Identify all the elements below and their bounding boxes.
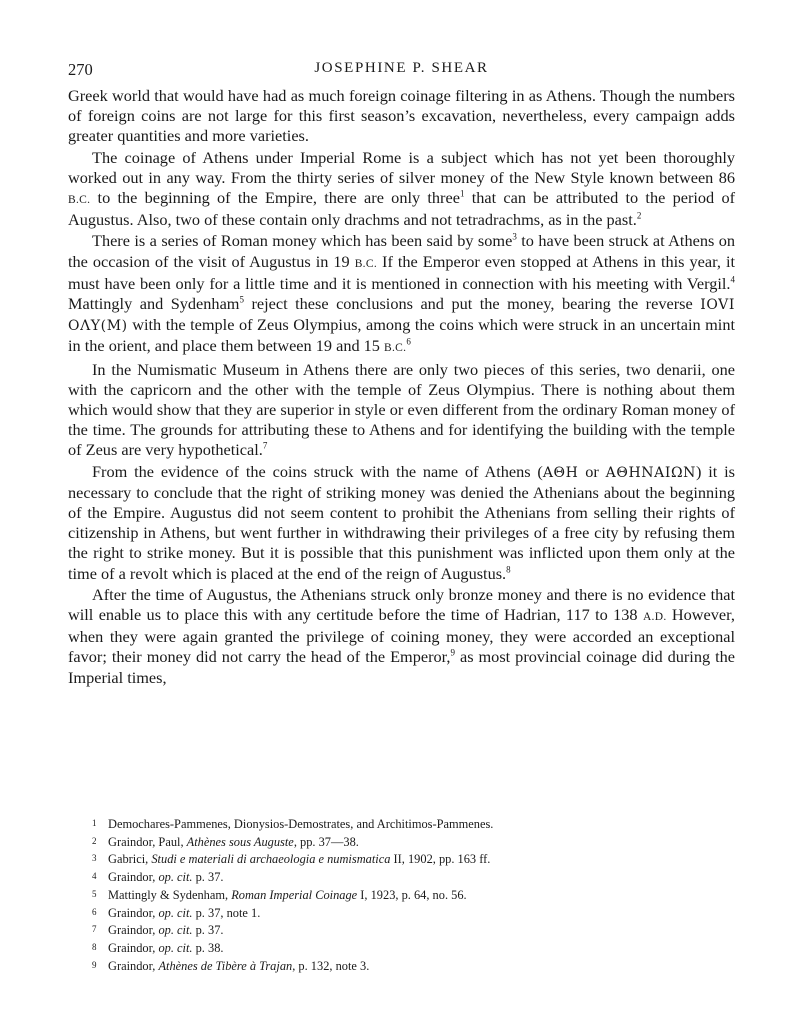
footnote (92, 957, 732, 975)
footnote-number: 4 (92, 871, 97, 882)
text-run: as most provincial coinage did during the Imperial times, (68, 647, 735, 687)
paragraph (68, 462, 735, 584)
text-run: After the time of Augustus, the Athenians struck only bronze money and there is no evidence that will enable us to place this with any certitude before the time of Hadrian, 117 to 138 (68, 584, 735, 625)
footnote-number: 8 (92, 941, 97, 952)
footnote (92, 833, 732, 851)
footnote-ref: 7 (262, 441, 268, 452)
text-run: Mattingly and Sydenham (68, 294, 240, 314)
text-run: Graindor, (108, 958, 159, 973)
greek-legend: IOVI OΛΥ(M) (68, 297, 735, 335)
greek-legend: ΑΘΗΝΑΙΩΝ (605, 464, 697, 481)
text-run: However, when they were again granted the privilege of coining money, they were accorded an exceptional favor; their money did not carry the head of the Emperor, (68, 605, 735, 667)
paragraph (68, 585, 735, 688)
text-run: p. 37. (192, 870, 224, 885)
italic-title: op. cit. (158, 923, 193, 938)
text-run: Gabrici, (108, 852, 152, 867)
footnotes (92, 815, 732, 974)
text-run: Greek world that would have had as much foreign coinage filtering in as Athens. Though the numbers of foreign coins are not large for this first season’s excavation, nevertheless, every campaign adds greater quantities and more varieties. (68, 86, 735, 146)
footnote-ref: 8 (506, 564, 511, 575)
text-run: The coinage of Athens under Imperial Rome is a subject which has not yet been thoroughly worked out in any way. From the thirty series of silver money of the New Style known between 86 (68, 147, 735, 187)
text-run: II, 1902, pp. 163 ff. (390, 852, 491, 867)
footnote (92, 886, 732, 904)
text-run: Graindor, (108, 923, 159, 938)
footnote (92, 868, 732, 886)
text-run: Graindor, Paul, (108, 834, 187, 849)
italic-title: Roman Imperial Coinage (231, 887, 358, 902)
text-run: From the evidence of the coins struck with the name of Athens ( (92, 461, 543, 481)
page-number: 270 (68, 60, 93, 79)
paragraph (68, 86, 735, 147)
text-run: reject these conclusions and put the money, bearing the reverse (243, 294, 701, 314)
footnote-ref: 4 (730, 274, 735, 285)
footnote-ref: 1 (459, 188, 465, 199)
footnote-number: 1 (92, 818, 97, 828)
text-run: , p. 132, note 3. (292, 958, 370, 973)
paragraph (68, 231, 735, 358)
italic-title: Athènes sous Auguste (186, 834, 294, 849)
footnote (92, 921, 732, 939)
footnote-ref: 6 (406, 337, 411, 348)
date-abbreviation: B.C. (68, 194, 91, 207)
greek-legend: ΑΘΗ (542, 464, 579, 481)
text-run: that can be attributed to the period of Augustus. Also, two of these contain only drachms and not tetradrachms, as in the past. (68, 188, 736, 230)
page (68, 60, 735, 688)
body-text (68, 86, 735, 688)
footnote-number: 7 (92, 924, 97, 935)
text-run: I, 1923, p. 64, no. 56. (357, 887, 467, 902)
italic-title: op. cit. (158, 870, 193, 885)
footnote-number: 3 (92, 853, 97, 864)
footnote (92, 939, 732, 957)
paragraph (68, 360, 735, 461)
page-header (68, 60, 735, 86)
footnote (92, 904, 732, 922)
text-run: p. 37. (192, 923, 224, 938)
italic-title: Studi e materiali di archaeologia e numismatica (151, 852, 391, 867)
text-run: to have been struck at Athens on the occasion of the visit of Augustus in 19 (68, 231, 736, 271)
paragraph (68, 148, 735, 231)
date-abbreviation: B.C. (354, 257, 377, 270)
text-run: Demochares-Pammenes, Dionysios-Demostrates, and Architimos-Pammenes. (108, 817, 494, 831)
running-title: JOSEPHINE P. SHEAR (314, 60, 489, 76)
text-run: p. 38. (192, 940, 224, 955)
text-run: In the Numismatic Museum in Athens there are only two pieces of this series, two denarii, one with the capricorn and the other with the temple of Zeus Olympius. There is nothing about them which would show that they are superior in style or even different from the ordinary Roman money of the time. The grounds for attributing these to Athens and for identifying the building with the temple of Zeus are very hypothetical. (68, 359, 735, 460)
text-run: or (578, 461, 606, 481)
italic-title: op. cit. (158, 940, 193, 955)
text-run: Mattingly & Sydenham, (108, 887, 232, 902)
footnote (92, 850, 732, 868)
text-run: , pp. 37—38. (293, 834, 359, 849)
footnote-ref: 9 (450, 648, 455, 659)
text-run: with the temple of Zeus Olympius, among the coins which were struck in an uncertain mint in the orient, and place them between 19 and 15 (68, 315, 735, 356)
text-run: ) it is necessary to conclude that the right of striking money was denied the Athenians about the beginning of the Empire. Augustus did not seem content to prohibit the Athenians from selling their rights of citizenship in Athens, but went further in withdrawing their privileges of a free city by refusing them the right to strike money. But it is possible that this punishment was inflicted upon them only at the time of a revolt which is placed at the end of the reign of Augustus. (68, 461, 735, 583)
text-run: Graindor, (108, 905, 159, 920)
footnote-ref: 3 (512, 232, 517, 242)
date-abbreviation: A.D. (642, 611, 667, 624)
footnote (92, 815, 732, 833)
text-run: There is a series of Roman money which has been said by some (92, 231, 513, 251)
text-run: p. 37, note 1. (192, 905, 261, 920)
footnote-number: 2 (92, 835, 97, 846)
footnote-number: 5 (92, 888, 97, 899)
text-run: to the beginning of the Empire, there are only three (90, 188, 460, 208)
text-run: Graindor, (108, 940, 159, 955)
italic-title: Athènes de Tibère à Trajan (158, 958, 293, 973)
italic-title: op. cit. (158, 905, 193, 920)
footnote-ref: 2 (636, 210, 642, 221)
date-abbreviation: B.C. (384, 342, 407, 355)
footnote-number: 6 (92, 906, 97, 917)
text-run: Graindor, (108, 870, 159, 885)
text-run: If the Emperor even stopped at Athens in this year, it must have been only for a little time and it is mentioned in connection with his meeting with Vergil. (68, 251, 735, 293)
footnote-number: 9 (92, 959, 97, 970)
footnote-ref: 5 (239, 294, 244, 305)
